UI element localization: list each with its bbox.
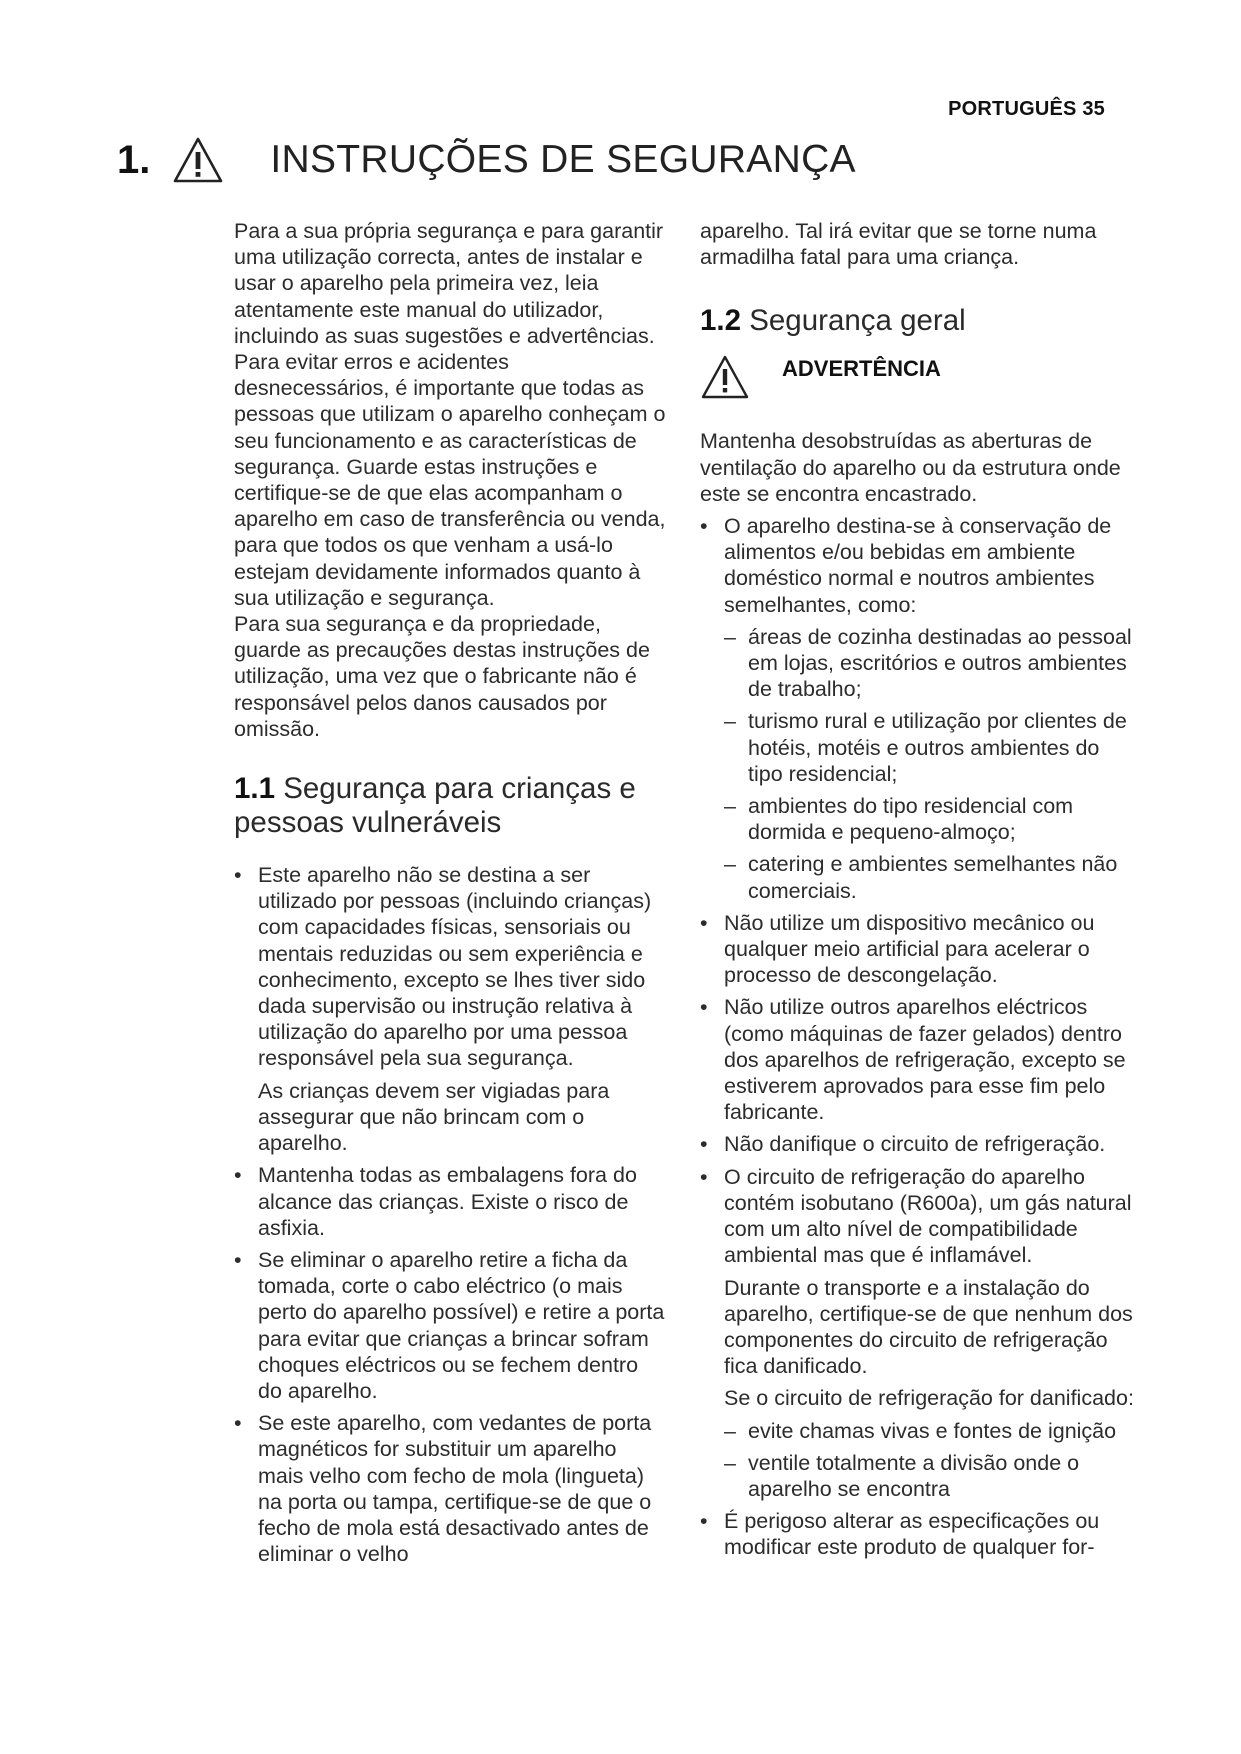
warning-triangle-icon [700,354,750,400]
page-header-language: PORTUGUÊS 35 [948,98,1105,120]
list-item: • Se este aparelho, com vedantes de porta magnéticos for substituir um aparelho mais velho com fecho de mola (lingueta) na porta ou tampa, certifique-se de que o fecho de mola está desactivado antes de eliminar o velho [234,1410,666,1567]
continuation-paragraph: aparelho. Tal irá evitar que se torne numa armadilha fatal para uma criança. [700,219,1097,270]
list-item: • Não utilize outros aparelhos eléctricos (como máquinas de fazer gelados) dentro dos aparelhos de refrigeração, excepto se estiverem aprovados para esse fim pelo fabricante. [700,994,1135,1125]
list-item: • Não danifique o circuito de refrigeração. [700,1131,1135,1157]
left-column [234,218,666,1573]
list-item: • Não utilize um dispositivo mecânico ou qualquer meio artificial para acelerar o processo de descongelação. [700,910,1135,989]
warning-triangle-icon [172,135,224,185]
list-item: • É perigoso alterar as especificações ou modificar este produto de qualquer for- [700,1508,1135,1560]
section-1-2-title [700,304,1135,338]
section-1-1-title [234,772,666,840]
dash-item-text: turismo rural e utilização por clientes de hotéis, motéis e outros ambientes do tipo residencial; [748,709,1127,786]
list-item: • Se eliminar o aparelho retire a ficha da tomada, corte o cabo eléctrico (o mais perto do aparelho possível) e retire a porta para evitar que crianças a brincar sofram choques eléctricos ou se fechem dentro do aparelho. [234,1247,666,1404]
right-column [700,218,1135,1567]
dash-marker: – [724,709,736,734]
dash-item-text: áreas de cozinha destinadas ao pessoal em lojas, escritórios e outros ambientes de trabalho; [748,624,1132,702]
dash-item-text: catering e ambientes semelhantes não comerciais. [748,852,1118,903]
intro-paragraph-2: Para sua segurança e da propriedade, guarde as precauções destas instruções de utilização, uma vez que o fabricante não é responsável pelos danos causados por omissão. [234,612,650,741]
list-item-note: As crianças devem ser vigiadas para assegurar que não brincam com o aparelho. [258,1078,610,1156]
list-item-note: Se o circuito de refrigeração for danificado: [724,1386,1134,1411]
dash-marker: – [724,1450,736,1475]
dash-marker: – [724,852,736,877]
dash-item [700,851,1135,903]
dash-item [700,1450,1135,1502]
list-item-note: Durante o transporte e a instalação do aparelho, certifique-se de que nenhum dos componentes do circuito de refrigeração fica danificado. [724,1275,1133,1379]
section-number: 1.2 [700,304,742,338]
section-number: 1.1 [234,772,276,806]
chapter-title: INSTRUÇÕES DE SEGURANÇA [270,138,856,181]
dash-item [700,793,1135,845]
list-item: • O circuito de refrigeração do aparelho contém isobutano (R600a), um gás natural com um alto nível de compatibilidade ambiental mas que é inflamável. [700,1164,1135,1269]
dash-item-text: evite chamas vivas e fontes de ignição [748,1418,1117,1443]
chapter-number: 1. [117,137,151,182]
dash-marker: – [724,794,736,819]
ventilation-paragraph: Mantenha desobstruídas as aberturas de ventilação do aparelho ou da estrutura onde este se encontra encastrado. [700,429,1121,506]
dash-item [700,708,1135,787]
section-title-text: Segurança para crianças e pessoas vulneráveis [234,772,636,840]
warning-label: ADVERTÊNCIA [782,356,941,382]
chapter-heading [117,132,856,188]
dash-item [700,1418,1135,1444]
list-item: • O aparelho destina-se à conservação de alimentos e/ou bebidas em ambiente doméstico normal e noutros ambientes semelhantes, como: [700,513,1135,618]
dash-item [700,624,1135,703]
dash-item-text: ventile totalmente a divisão onde o aparelho se encontra [748,1450,1080,1501]
list-item: • Mantenha todas as embalagens fora do alcance das crianças. Existe o risco de asfixia. [234,1162,666,1241]
section-title-text: Segurança geral [749,304,966,338]
dash-item-text: ambientes do tipo residencial com dormida e pequeno-almoço; [748,794,1074,845]
warning-callout [700,352,1135,400]
list-item: • Este aparelho não se destina a ser utilizado por pessoas (incluindo crianças) com capacidades físicas, sensoriais ou mentais reduzidas ou sem experiência e conhecimento, excepto se lhes tiver sido dada supervisão ou instrução relativa à utilização do aparelho por uma pessoa responsável pela sua segurança. [234,862,666,1072]
intro-paragraph: Para a sua própria segurança e para garantir uma utilização correcta, antes de instalar e usar o aparelho pela primeira vez, leia atentamente este manual do utilizador, incluindo as suas sugestões e advertências. Para evitar erros e acidentes desnecessários, é importante que todas as pessoas que utilizam o aparelho conheçam o seu funcionamento e as características de segurança. Guarde estas instruções e certifique-se de que elas acompanham o aparelho em caso de transferência ou venda, para que todos os que venham a usá-lo estejam devidamente informados quanto à sua utilização e segurança. [234,219,666,610]
dash-marker: – [724,624,736,649]
dash-marker: – [724,1418,736,1443]
